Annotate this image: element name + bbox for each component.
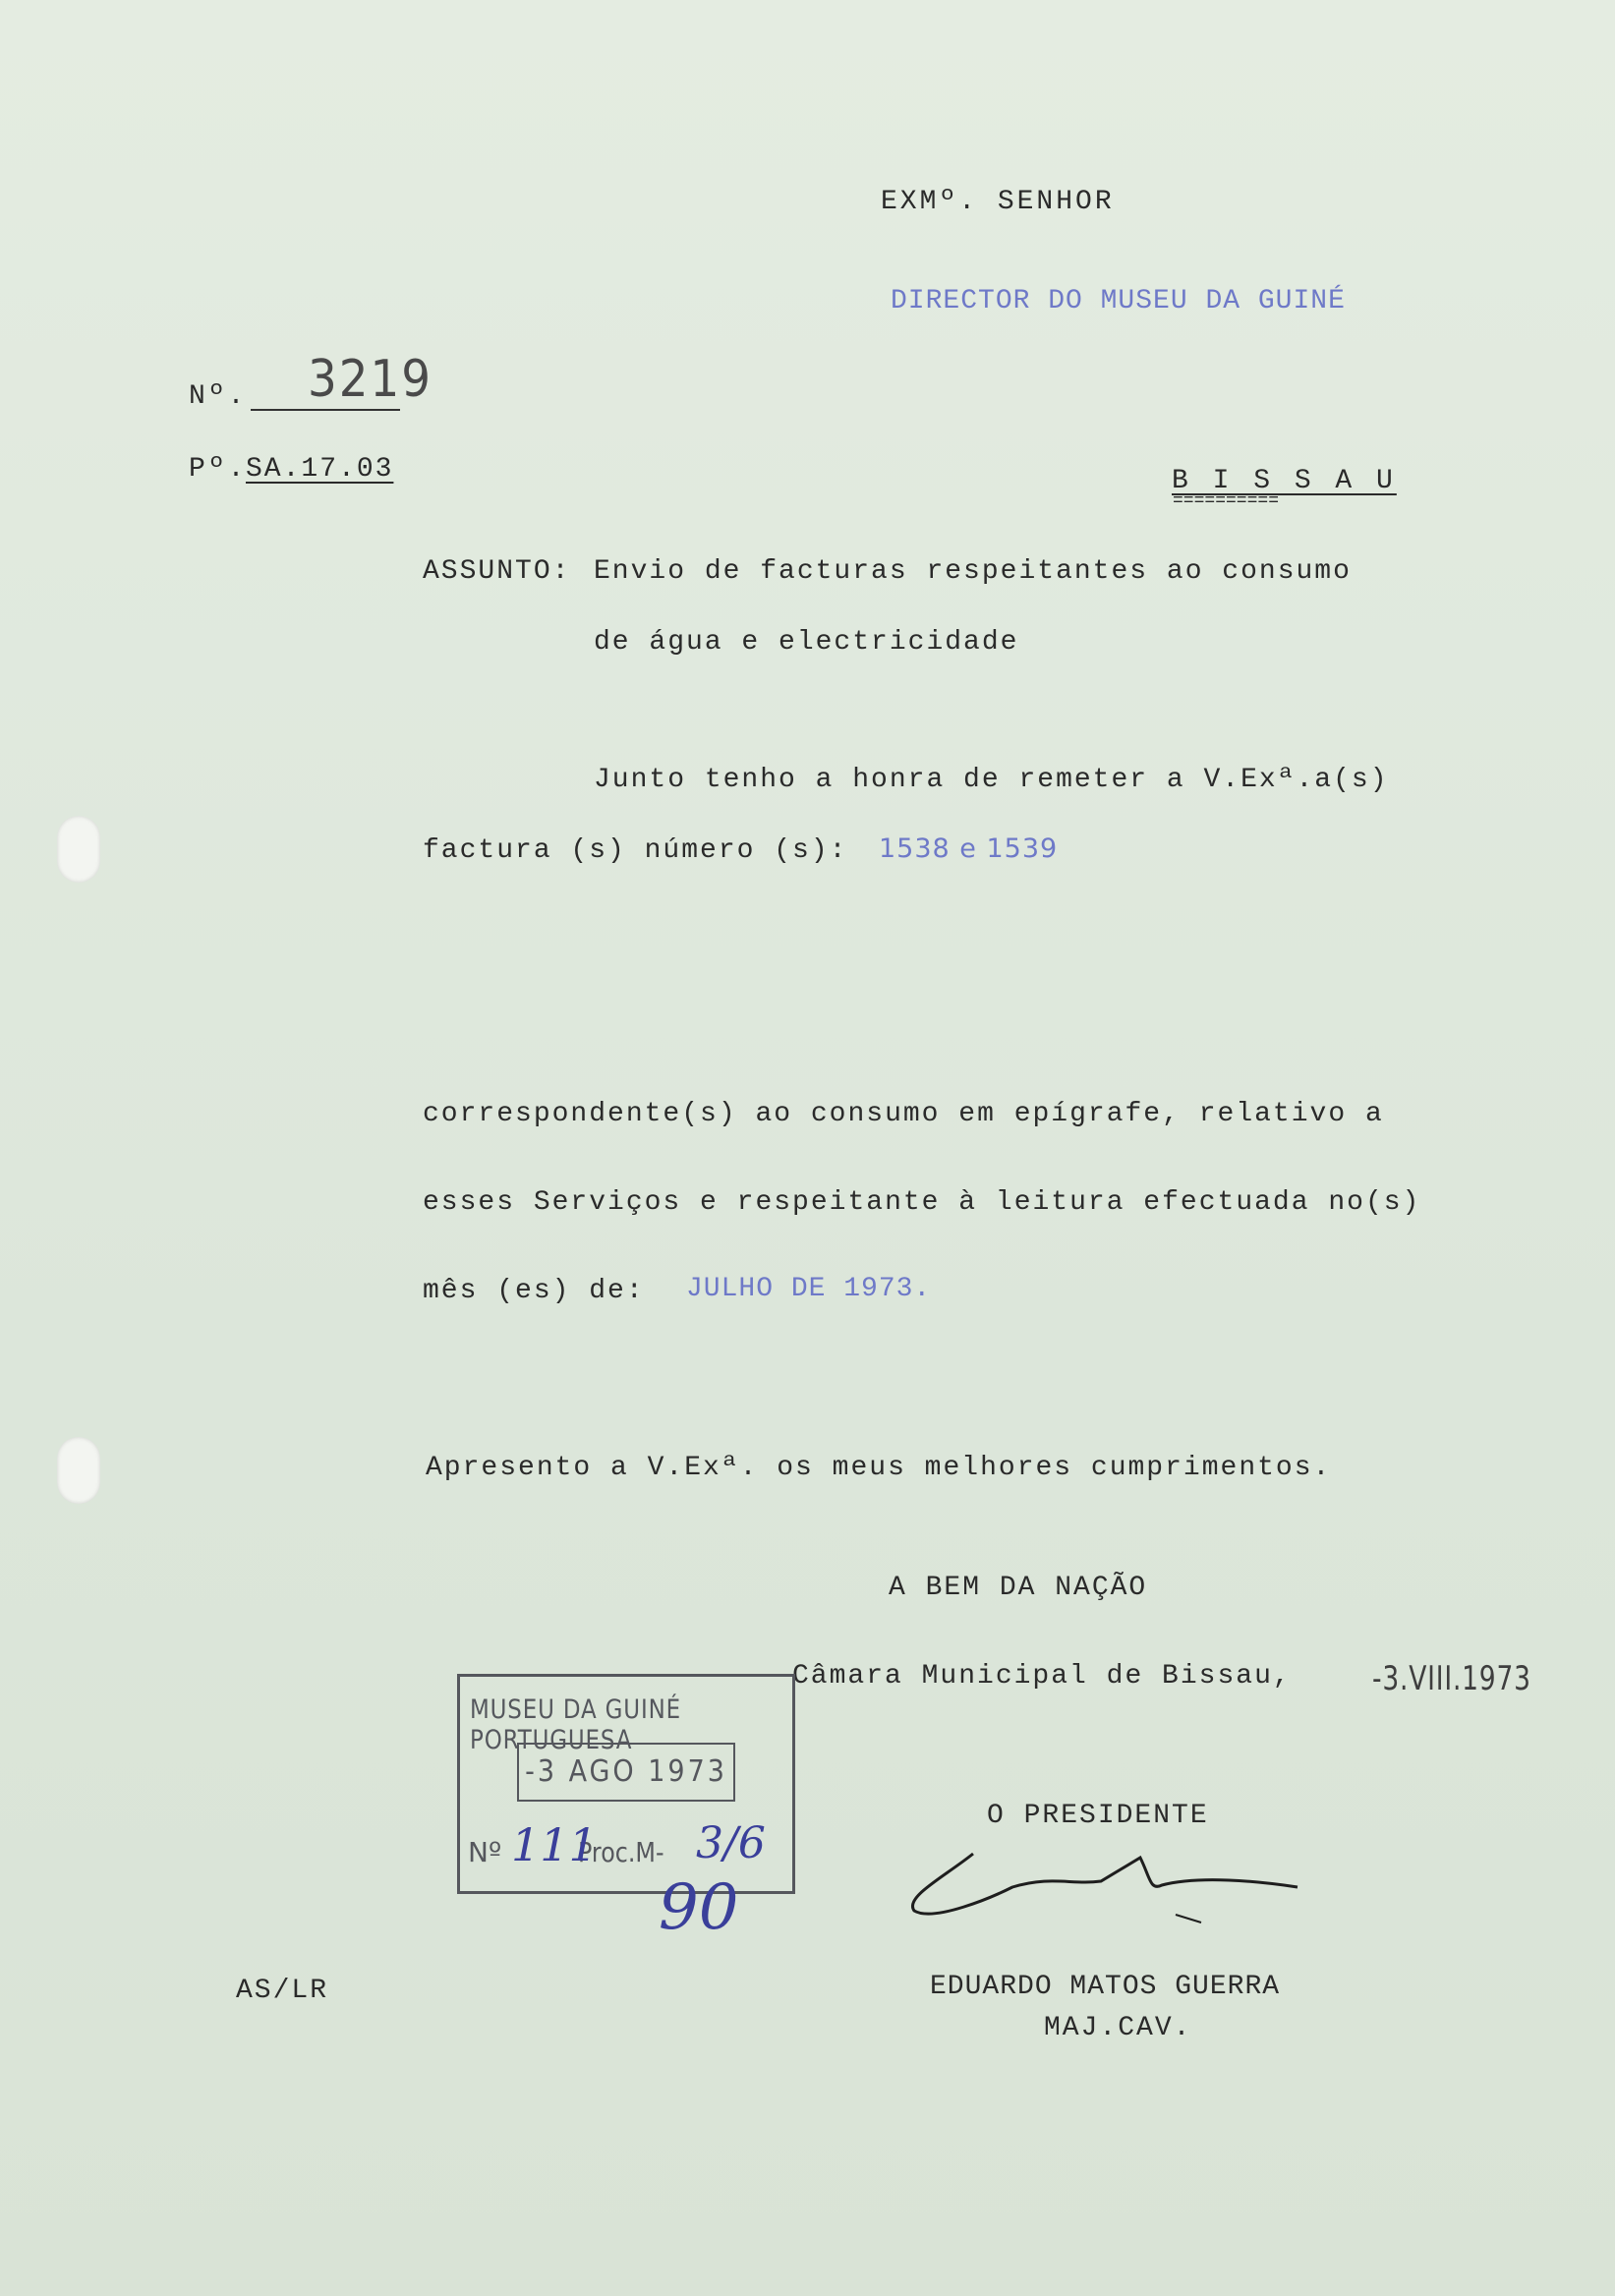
- month: JULHO DE 1973.: [686, 1274, 932, 1304]
- stamp-proc-handwritten: 3/6: [696, 1818, 766, 1868]
- punch-hole: [57, 1437, 100, 1504]
- city: B I S S A U: [1172, 466, 1397, 496]
- institution: Câmara Municipal de Bissau,: [792, 1661, 1292, 1692]
- process-label: Pº.: [189, 454, 248, 485]
- body-p2-line2: esses Serviços e respeitante à leitura efectuada no(s): [423, 1187, 1421, 1218]
- motto: A BEM DA NAÇÃO: [889, 1573, 1148, 1603]
- subject-label: ASSUNTO:: [423, 556, 571, 587]
- punch-hole: [57, 816, 100, 883]
- body-p1-line2: factura (s) número (s):: [423, 835, 848, 866]
- city-rule: ==========: [1173, 491, 1280, 511]
- body-p2-line1: correspondente(s) ao consumo em epígrafe, relativo a: [423, 1099, 1384, 1129]
- salutation: EXMº. SENHOR: [881, 187, 1115, 217]
- invoice-numbers: 1538 e 1539: [879, 833, 1059, 864]
- body-p2-line3: mês (es) de:: [423, 1276, 645, 1306]
- signature-date: -3.VIII.1973: [1372, 1659, 1531, 1698]
- handwritten-note: 90: [659, 1871, 739, 1944]
- number-label: Nº.: [189, 381, 248, 412]
- document-number: 3219: [308, 350, 433, 409]
- closing: Apresento a V.Exª. os meus melhores cumprimentos.: [426, 1453, 1332, 1483]
- subject-line-2: de água e electricidade: [594, 627, 1019, 658]
- stamp-title: MUSEU DA GUINÉ PORTUGUESA: [470, 1694, 681, 1755]
- signature-scribble: [904, 1848, 1317, 1926]
- stamp-date: -3 AGO 1973: [517, 1743, 735, 1802]
- recipient: DIRECTOR DO MUSEU DA GUINÉ: [891, 286, 1346, 316]
- stamp-number-label: Nº: [468, 1836, 502, 1868]
- typist-initials: AS/LR: [236, 1976, 329, 2006]
- signatory-name: EDUARDO MATOS GUERRA: [930, 1972, 1281, 2002]
- body-p1-line1: Junto tenho a honra de remeter a V.Exª.a(s): [594, 765, 1389, 795]
- stamp-proc-label: Proc.M-: [578, 1836, 664, 1868]
- stamp-number-handwritten: 111: [511, 1818, 598, 1871]
- signatory-rank: MAJ.CAV.: [1044, 2013, 1192, 2043]
- process-number: SA.17.03: [246, 454, 394, 485]
- subject-line-1: Envio de facturas respeitantes ao consumo: [594, 556, 1352, 587]
- number-rule: [251, 409, 400, 411]
- president-title: O PRESIDENTE: [987, 1801, 1209, 1831]
